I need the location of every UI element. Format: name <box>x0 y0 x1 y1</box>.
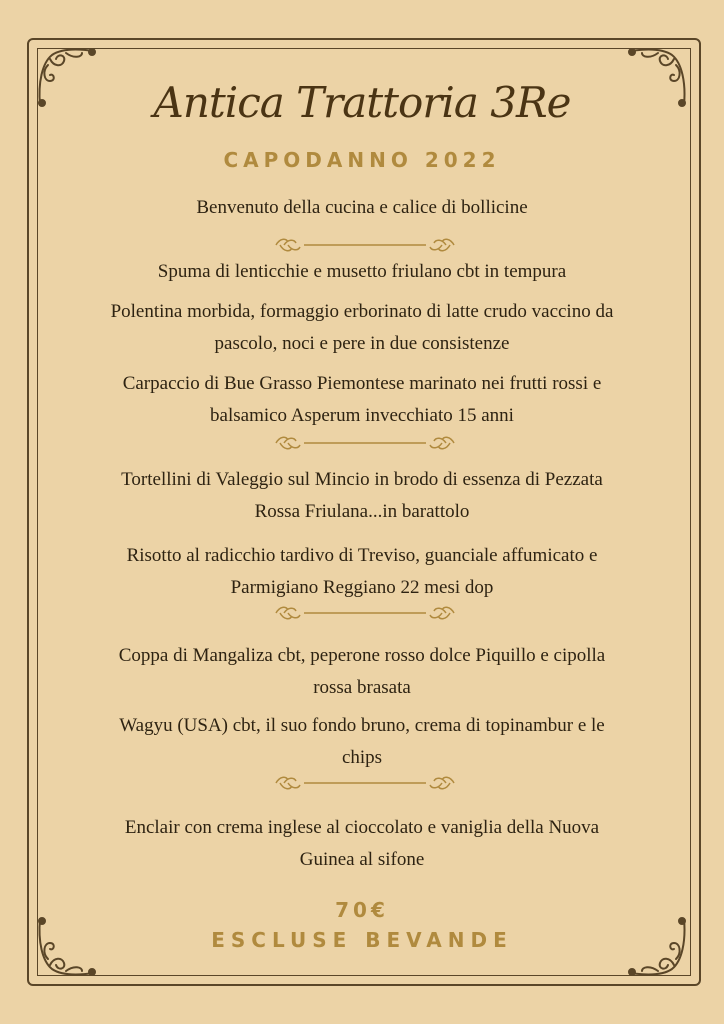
dish-5-line-2: Parmigiano Reggiano 22 mesi dop <box>230 577 494 598</box>
dessert-line-1: Enclair con crema inglese al cioccolato e vaniglia della Nuova <box>124 817 600 838</box>
laurel-divider-icon <box>270 234 460 256</box>
dish-6-line-2: rossa brasata <box>313 677 411 698</box>
dish-4-line-2: Rossa Friulana...in barattolo <box>254 501 470 522</box>
menu-price: 70€ <box>335 898 389 922</box>
laurel-divider-icon <box>270 432 460 454</box>
laurel-divider-icon <box>270 772 460 794</box>
laurel-divider-icon <box>270 602 460 624</box>
event-subtitle: CAPODANNO 2022 <box>223 148 501 172</box>
dish-1: Spuma di lenticchie e musetto friulano cbt in tempura <box>157 261 567 282</box>
dish-4-line-1: Tortellini di Valeggio sul Mincio in brodo di essenza di Pezzata <box>121 469 603 490</box>
dish-3-line-2: balsamico Asperum invecchiato 15 anni <box>210 405 514 426</box>
dish-2-line-1: Polentina morbida, formaggio erborinato di latte crudo vaccino da <box>110 301 614 322</box>
dish-7-line-1: Wagyu (USA) cbt, il suo fondo bruno, crema di topinambur e le <box>119 715 605 736</box>
dish-7-line-2: chips <box>341 747 383 768</box>
dish-2-line-2: pascolo, noci e pere in due consistenze <box>214 333 510 354</box>
welcome-line: Benvenuto della cucina e calice di bollicine <box>196 197 528 218</box>
restaurant-title: Antica Trattoria 3Re <box>153 78 571 127</box>
dish-3-line-1: Carpaccio di Bue Grasso Piemontese marinato nei frutti rossi e <box>122 373 602 394</box>
dessert-line-2: Guinea al sifone <box>299 849 425 870</box>
dish-6-line-1: Coppa di Mangaliza cbt, peperone rosso dolce Piquillo e cipolla <box>118 645 606 666</box>
drinks-excluded-note: ESCLUSE BEVANDE <box>211 928 513 952</box>
dish-5-line-1: Risotto al radicchio tardivo di Treviso, guanciale affumicato e <box>126 545 598 566</box>
